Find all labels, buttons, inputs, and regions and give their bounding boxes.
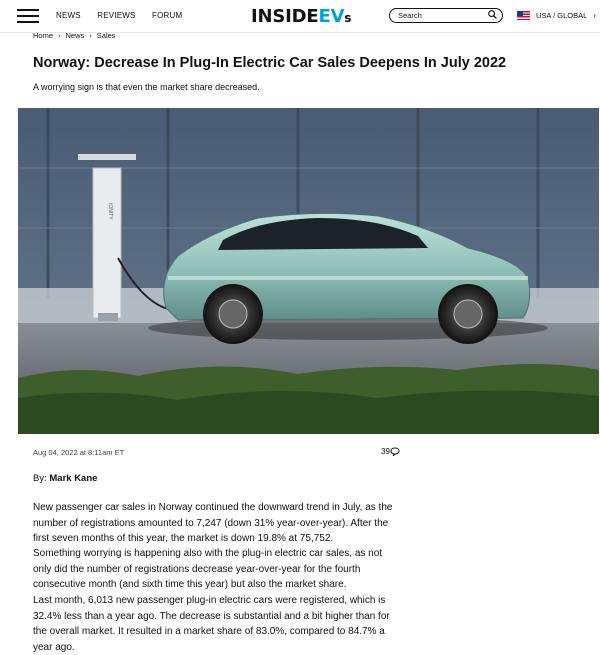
article-subtitle: A worrying sign is that even the market share decreased. — [33, 82, 260, 92]
charger-label: IONITY — [107, 203, 113, 220]
menu-icon[interactable] — [17, 9, 39, 23]
region-label: USA / GLOBAL — [536, 11, 588, 20]
author-name[interactable]: Mark Kane — [49, 473, 98, 484]
article-title: Norway: Decrease In Plug-In Electric Car Sales Deepens In July 2022 — [33, 55, 507, 71]
comment-count: 39 — [381, 447, 390, 456]
comments-link[interactable] — [381, 447, 400, 456]
search-input[interactable] — [398, 10, 478, 21]
breadcrumb-news[interactable]: News — [65, 31, 85, 40]
article-paragraph: Something worrying is happening also with the plug-in electric car sales, as not only did the number of registrations decrease year-over-year for the fourth consecutive month (and sixth time this year) but also the market share. — [33, 548, 383, 590]
chevron-right-icon: › — [58, 31, 61, 40]
site-logo[interactable]: INSIDEEVs — [251, 6, 352, 27]
breadcrumb — [33, 31, 116, 40]
breadcrumb-sales[interactable]: Sales — [96, 31, 116, 40]
nav-forum[interactable]: FORUM — [151, 11, 183, 20]
hero-image — [18, 108, 599, 434]
search-icon[interactable] — [488, 10, 497, 19]
region-selector[interactable] — [517, 11, 596, 20]
article-paragraph: Last month, 6,013 new passenger plug-in electric cars were registered, which is 32.4% less than a year ago. The decrease is substantial and a bit higher than for the overall market. It resulted in a market share of 83.0%, compared to 84.7% a year ago. — [33, 595, 390, 653]
comment-bubble-icon — [390, 447, 400, 456]
top-bar — [0, 0, 600, 33]
byline-prefix: By: — [33, 473, 47, 484]
chevron-right-icon: › — [89, 31, 92, 40]
breadcrumb-home[interactable]: Home — [33, 31, 54, 40]
search-box[interactable] — [389, 8, 503, 23]
publish-date: Aug 04, 2022 at 8:11am ET — [33, 448, 125, 457]
main-nav — [56, 11, 196, 20]
nav-news[interactable]: NEWS — [56, 11, 81, 20]
car-charging-photo — [18, 108, 599, 434]
article-paragraph: New passenger car sales in Norway continued the downward trend in July, as the number of registrations amounted to 7,247 (down 31% year-over-year). After the first seven months of this year, the market is down 19.8% at 75,752. — [33, 502, 393, 544]
chevron-right-icon: › — [593, 11, 596, 20]
byline — [33, 473, 97, 484]
nav-reviews[interactable]: REVIEWS — [97, 11, 136, 20]
us-flag-icon — [517, 11, 530, 20]
